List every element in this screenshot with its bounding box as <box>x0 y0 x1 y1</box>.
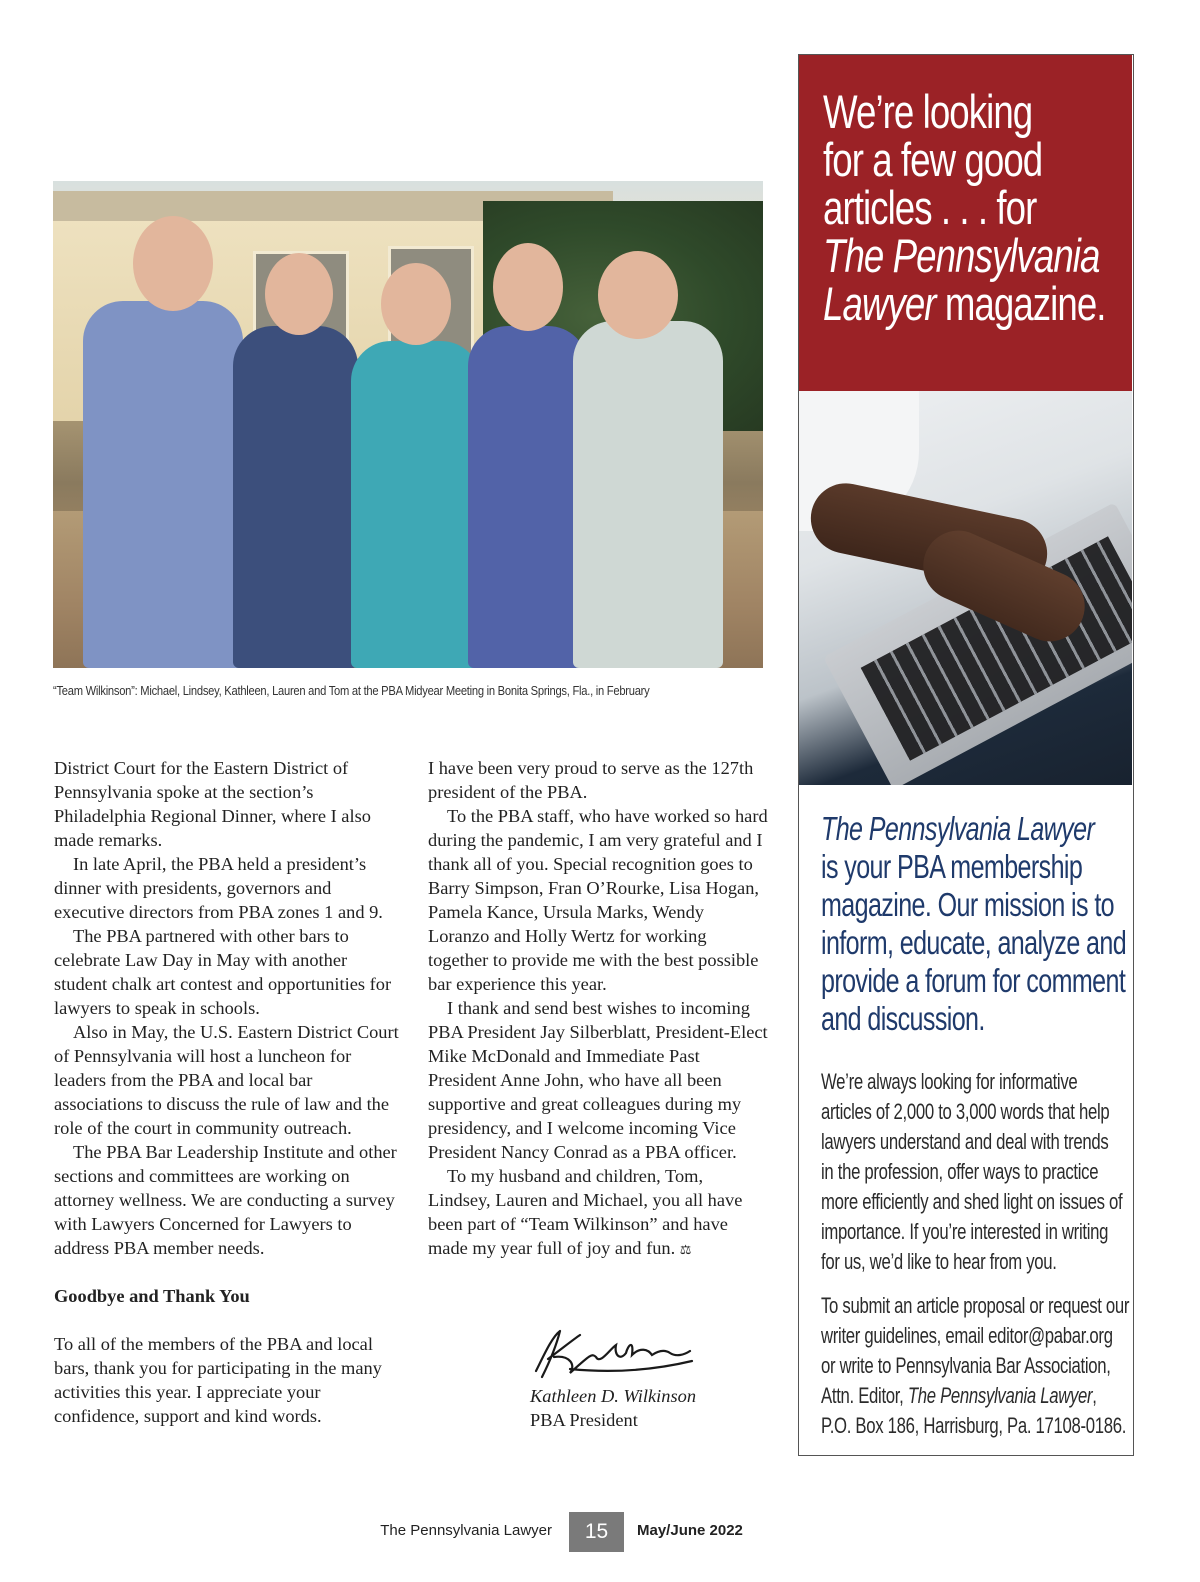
body-line: To submit an article proposal or request our <box>821 1293 1130 1318</box>
headline-line: The Pennsylvania <box>823 229 1100 282</box>
body-line: We’re always looking for informative <box>821 1069 1078 1094</box>
paragraph: I thank and send best wishes to incoming PBA President Jay Silberblatt, President-Elect Mike McDonald and Immediate Past President Anne John, who have all been supportive and great colleagues during my presidency, and I welcome incoming Vice President Nancy Conrad as a PBA officer. <box>428 998 768 1162</box>
body-italic: The Pennsylvania Lawyer <box>907 1383 1093 1408</box>
person-michael <box>83 301 243 668</box>
article-column-1 <box>54 756 399 1428</box>
body-line <box>821 1381 1097 1411</box>
call-for-articles-ad <box>798 54 1134 1456</box>
body-line: or write to Pennsylvania Bar Association, <box>821 1353 1111 1378</box>
headline-line: for a few good <box>823 133 1043 186</box>
paragraph: To all of the members of the PBA and local bars, thank you for participating in the many activities this year. I appreciate your confidence, support and kind words. <box>54 1334 382 1426</box>
ad-headline <box>823 85 1106 330</box>
person-head <box>133 216 213 311</box>
headline-line: We’re looking <box>823 85 1033 138</box>
person-head <box>265 253 333 335</box>
issue-date: May/June 2022 <box>637 1522 743 1539</box>
body-line: P.O. Box 186, Harrisburg, Pa. 17108-0186. <box>821 1413 1127 1438</box>
ad-mission-statement <box>821 810 1127 1038</box>
ad-headline-panel <box>799 55 1132 391</box>
signer-name: Kathleen D. Wilkinson <box>530 1386 697 1406</box>
page-number: 15 <box>569 1512 624 1552</box>
section-heading: Goodbye and Thank You <box>54 1286 250 1306</box>
article-column-2 <box>428 756 768 1262</box>
headline-line: articles . . . for <box>823 181 1037 234</box>
mission-line: provide a forum for comment <box>821 962 1126 999</box>
person-head <box>381 263 451 345</box>
headline-italic: Lawyer <box>823 277 936 330</box>
headline-line <box>823 277 1106 330</box>
person-head <box>493 243 563 331</box>
paragraph: The PBA partnered with other bars to celebrate Law Day in May with another student chalk art contest and opportunities for lawyers to speak in schools. <box>54 926 392 1018</box>
body-line: for us, we’d like to hear from you. <box>821 1249 1057 1274</box>
headline-text: magazine. <box>935 277 1106 330</box>
body-line: lawyers understand and deal with trends <box>821 1129 1109 1154</box>
signature-image <box>530 1325 695 1381</box>
body-line: in the profession, offer ways to practice <box>821 1159 1099 1184</box>
mission-line: inform, educate, analyze and <box>821 924 1127 961</box>
paragraph-text: To my husband and children, Tom, Lindsey, Lauren and Michael, you all have been part of “Team Wilkinson” and have made my year full of joy and fun. <box>428 1166 743 1258</box>
team-photo <box>53 181 763 668</box>
footer-publication: The Pennsylvania Lawyer <box>380 1522 552 1539</box>
photo-caption: “Team Wilkinson”: Michael, Lindsey, Kathleen, Lauren and Tom at the PBA Midyear Meeting in Bonita Springs, Fla., in February <box>53 683 650 698</box>
mission-line: is your PBA membership <box>821 848 1083 885</box>
body-line: writer guidelines, email editor@pabar.org <box>821 1323 1113 1348</box>
ad-body-contact <box>821 1291 1130 1441</box>
paragraph: Also in May, the U.S. Eastern District Court of Pennsylvania will host a luncheon for leaders from the PBA and local bar associations to discuss the rule of law and the role of the court in community outreach. <box>54 1022 399 1138</box>
typing-laptop-photo <box>799 391 1132 785</box>
body-text: Attn. Editor, <box>821 1383 908 1408</box>
person-kathleen <box>351 341 481 668</box>
paragraph: I have been very proud to serve as the 127th president of the PBA. <box>428 758 754 802</box>
person-tom <box>573 321 723 668</box>
body-text: , <box>1092 1383 1097 1408</box>
person-head <box>598 251 678 339</box>
mission-line: magazine. Our mission is to <box>821 886 1115 923</box>
mission-line: The Pennsylvania Lawyer <box>821 810 1095 847</box>
body-line: importance. If you’re interested in writing <box>821 1219 1109 1244</box>
paragraph: In late April, the PBA held a president’s dinner with presidents, governors and executive directors from PBA zones 1 and 9. <box>54 854 383 922</box>
page-footer <box>0 1512 1200 1552</box>
person-lauren <box>468 326 588 668</box>
end-mark-icon: ⚖ <box>679 1242 692 1257</box>
person-lindsey <box>233 326 358 668</box>
body-line: articles of 2,000 to 3,000 words that help <box>821 1099 1110 1124</box>
ad-body-intro <box>821 1067 1123 1277</box>
mission-line: and discussion. <box>821 1000 985 1037</box>
paragraph: To the PBA staff, who have worked so hard during the pandemic, I am very grateful and I thank all of you. Special recognition goes to Barry Simpson, Fran O’Rourke, Lisa Hogan, Pamela Kance, Ursula Marks, Wendy Loranzo and Holly Wertz for working together to provide me with the best possible bar experience this year. <box>428 806 768 994</box>
body-line: more efficiently and shed light on issues of <box>821 1189 1123 1214</box>
paragraph: District Court for the Eastern District of Pennsylvania spoke at the section’s Philadelphia Regional Dinner, where I also made remarks. <box>54 758 371 850</box>
paragraph: The PBA Bar Leadership Institute and other sections and committees are working on attorney wellness. We are conducting a survey with Lawyers Concerned for Lawyers to address PBA member needs. <box>54 1142 397 1258</box>
signature-block <box>530 1325 750 1432</box>
paragraph <box>428 1164 768 1262</box>
signer-title: PBA President <box>530 1410 638 1430</box>
